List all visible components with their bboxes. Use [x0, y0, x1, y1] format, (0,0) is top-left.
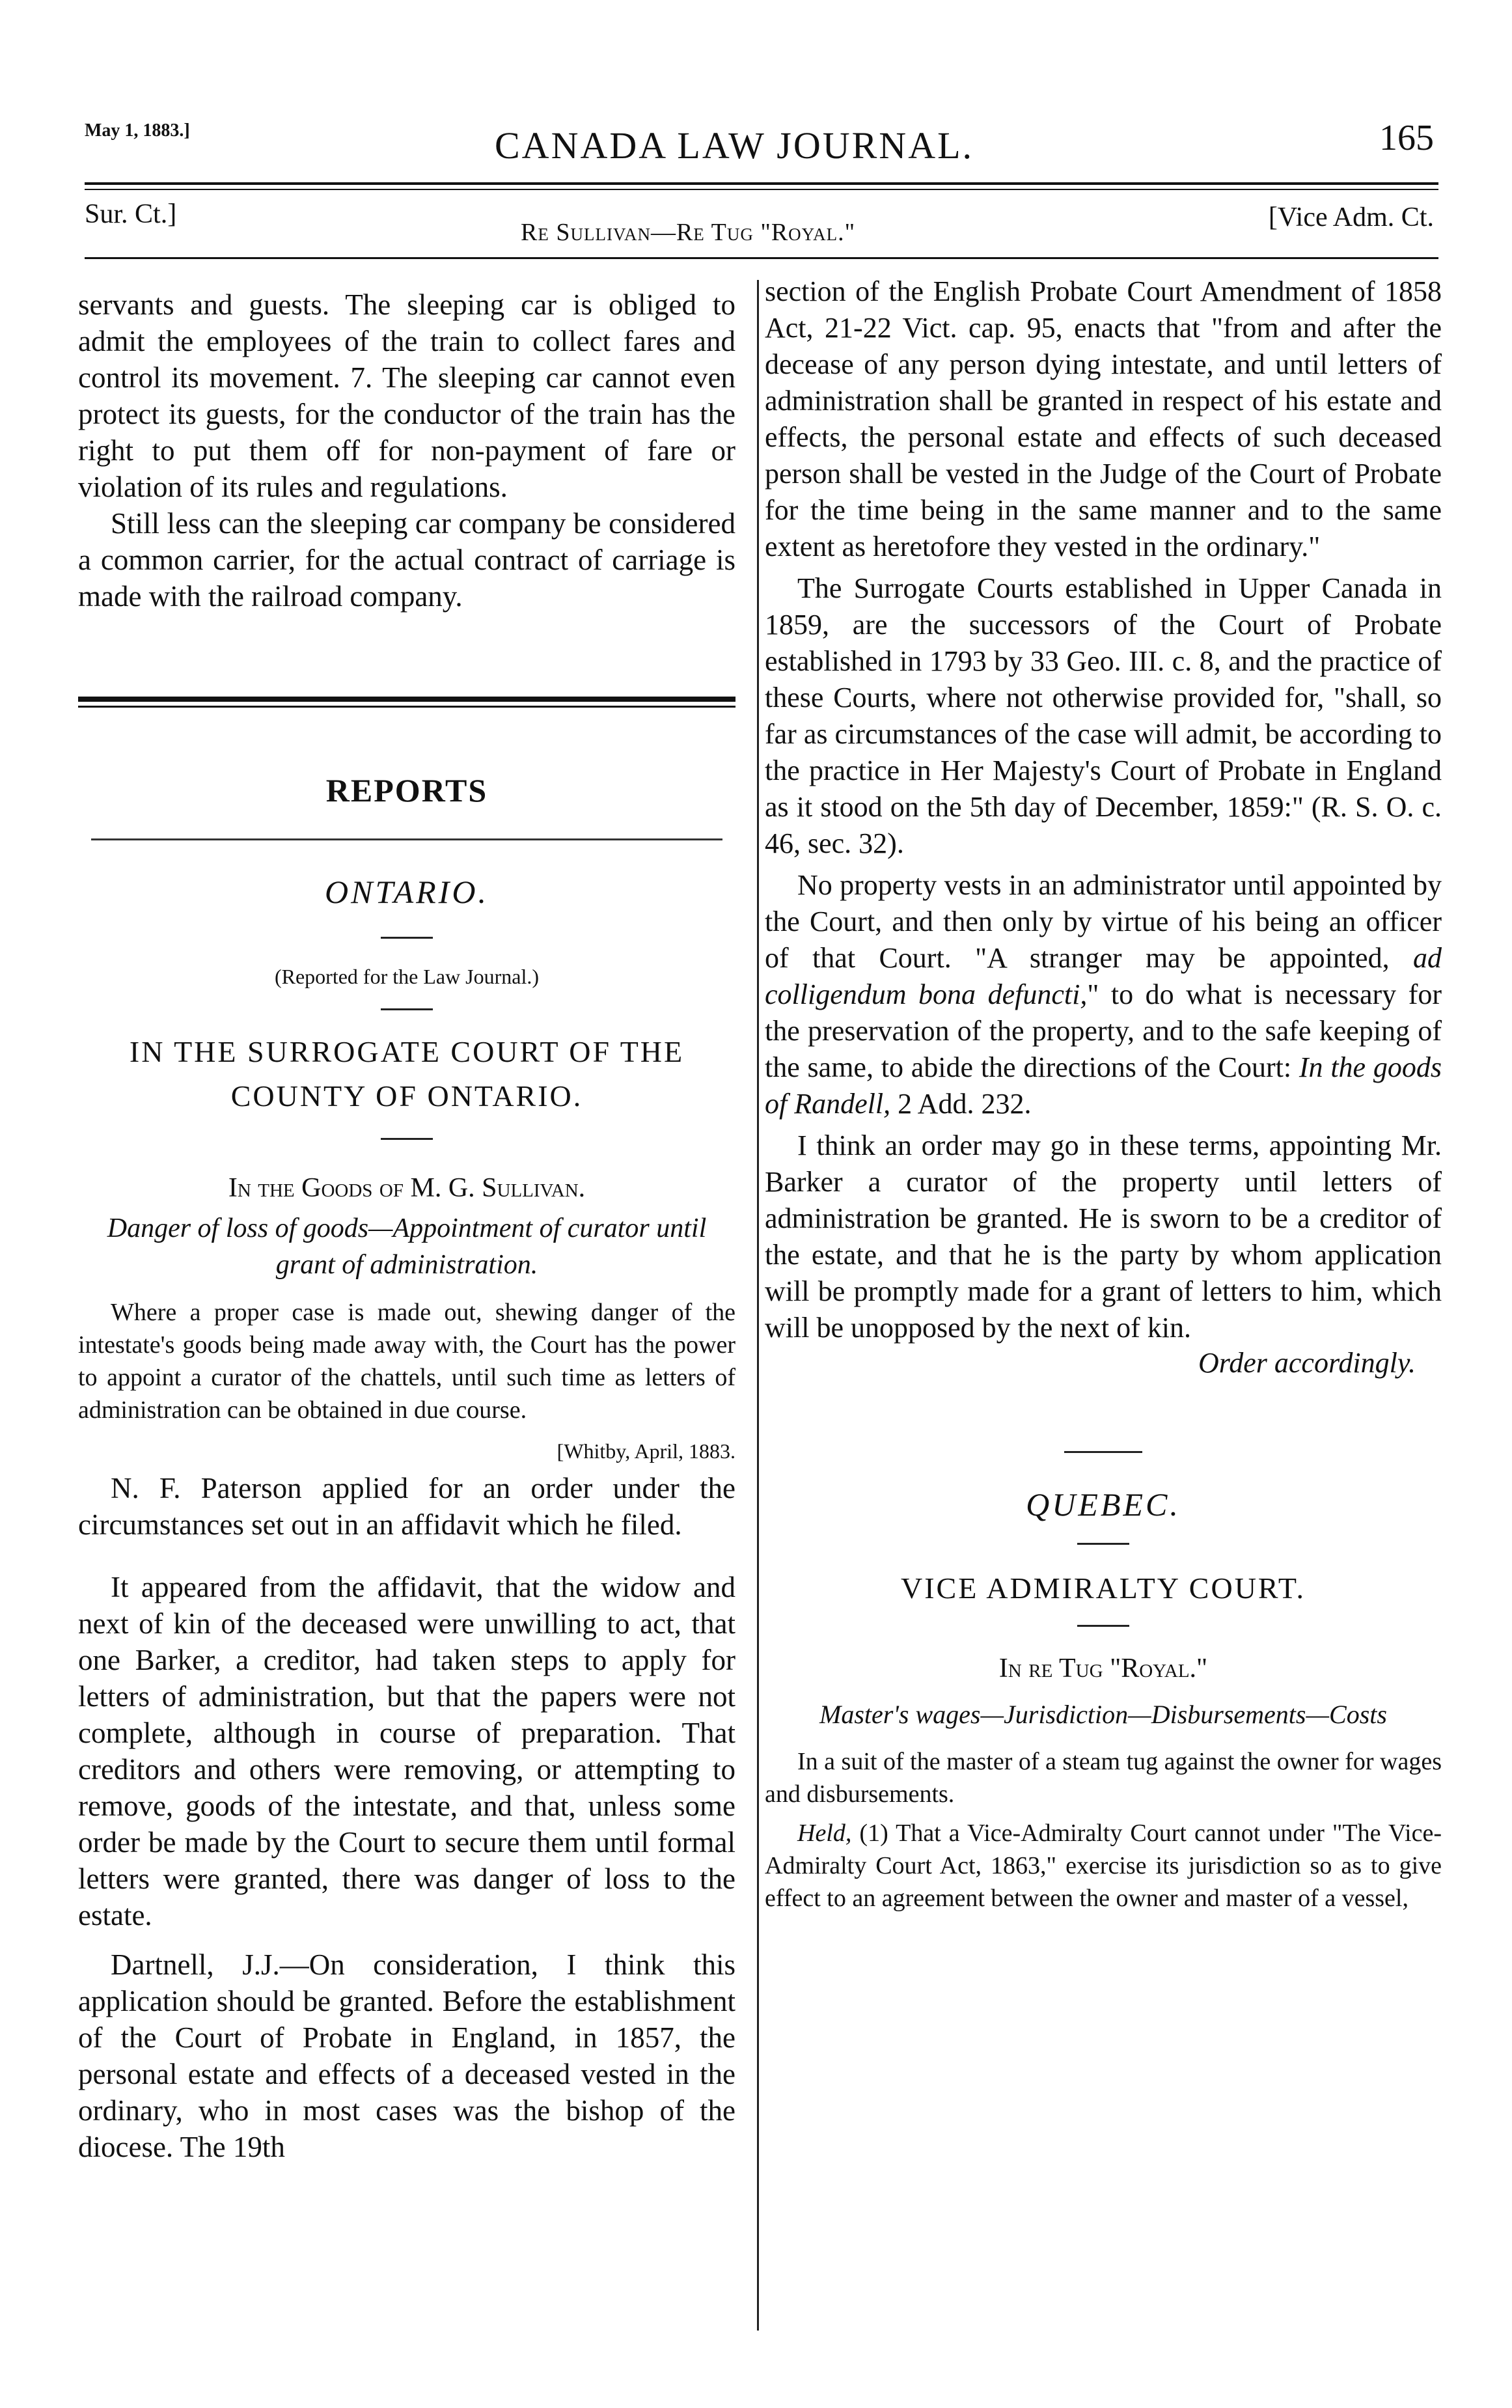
text-run: No property vests in an administrator until appointed by the Court, and then only by virtue of his being an officer of that Court. "A stranger may be appointed,	[765, 869, 1442, 974]
left-court-label: Sur. Ct.]	[85, 199, 177, 229]
place-date: [Whitby, April, 1883.	[557, 1439, 735, 1463]
issue-date: May 1, 1883.]	[85, 120, 190, 141]
right-column	[765, 273, 1442, 1915]
headnote: In a suit of the master of a steam tug against the owner for wages and disbursements.	[765, 1748, 1442, 1808]
paragraph	[765, 867, 1442, 1122]
divider	[381, 1008, 433, 1010]
paragraph: It appeared from the affidavit, that the widow and next of kin of the deceased were unwilling to act, that one Barker, a creditor, had taken steps to apply for letters of administration, but that the papers were not complete, although in course of preparation. That creditors and others were removing, or attempting to remove, goods of the intestate, and that, unless some order be made by the Court to secure them until formal letters were granted, there was danger of loss to the estate.	[78, 1571, 735, 1931]
order-line: Order accordingly.	[1198, 1347, 1416, 1379]
divider	[1064, 1451, 1142, 1453]
province-heading: ONTARIO.	[325, 874, 489, 910]
case-title: In re Tug "Royal."	[998, 1654, 1208, 1683]
court-heading: VICE ADMIRALTY COURT.	[900, 1571, 1306, 1605]
text-run: " to do what is necessary for the preservation of the property, and to the safe keeping of the same, to abide the directions of the Court:	[765, 978, 1442, 1083]
subheader-rule	[85, 257, 1438, 259]
case-title: In the Goods of M. G. Sullivan.	[228, 1173, 586, 1203]
column-divider	[757, 280, 759, 2331]
case-citation: In the goods of Randell,	[765, 1051, 1442, 1120]
left-column	[78, 286, 735, 615]
divider	[381, 937, 433, 939]
journal-title: CANADA LAW JOURNAL.	[495, 124, 974, 167]
reports-section	[78, 771, 735, 2165]
section-rule-thin	[78, 706, 735, 708]
held-label: Held,	[797, 1820, 852, 1847]
catchwords: Master's wages—Jurisdiction—Disbursements—Costs	[819, 1700, 1387, 1729]
paragraph: Dartnell, J.J.—On consideration, I think this application should be granted. Before the establishment of the Court of Probate in England, in 1857, the personal estate and effects of a deceased vested in the ordinary, who in most cases was the bishop of the diocese. The 19th	[78, 1948, 735, 2163]
header-rule-thin	[85, 189, 1438, 190]
headnote	[765, 1817, 1442, 1915]
reports-heading: REPORTS	[325, 772, 488, 809]
headnote: Where a proper case is made out, shewing danger of the intestate's goods being made away with, the Court has the power to appoint a curator of the chattels, until such time as letters of administration can be obtained in due course.	[78, 1299, 735, 1424]
court-heading: IN THE SURROGATE COURT OF THE COUNTY OF ONTARIO.	[129, 1035, 685, 1113]
text-run: (1) That a Vice-Admiralty Court cannot under "The Vice-Admiralty Court Act, 1863," exercise its jurisdiction so as to give effect to an agreement between the owner and master of a vessel,	[765, 1820, 1442, 1912]
running-title: Re Sullivan—Re Tug "Royal."	[521, 219, 856, 246]
catchwords: Danger of loss of goods—Appointment of curator until grant of administration.	[107, 1213, 707, 1280]
paragraph: N. F. Paterson applied for an order under the circumstances set out in an affidavit which he filed.	[78, 1472, 735, 1541]
paragraph: Still less can the sleeping car company be considered a common carrier, for the actual contract of carriage is made with the railroad company.	[78, 507, 735, 613]
header-rule	[85, 182, 1438, 185]
reported-for-note: (Reported for the Law Journal.)	[274, 965, 540, 988]
latin-phrase: ad colligendum bona defuncti,	[765, 942, 1442, 1010]
right-court-label: [Vice Adm. Ct.	[1268, 202, 1434, 232]
page-number: 165	[1379, 118, 1434, 158]
text-run: 2 Add. 232.	[890, 1088, 1032, 1120]
divider	[1077, 1543, 1129, 1545]
province-heading: QUEBEC.	[1026, 1486, 1181, 1523]
section-rule-heavy	[78, 697, 735, 702]
paragraph: servants and guests. The sleeping car is obliged to admit the employees of the train to collect fares and control its movement. 7. The sleeping car cannot even protect its guests, for the conductor of the train has the right to put them off for non-payment of fare or violation of its rules and regulations.	[78, 288, 735, 503]
divider	[1077, 1625, 1129, 1627]
divider	[91, 838, 722, 840]
paragraph: I think an order may go in these terms, appointing Mr. Barker a curator of the property until letters of administration be granted. He is sworn to be a creditor of the estate, and that he is the party by whom application will be promptly made for a grant of letters to him, which will be unopposed by the next of kin.	[765, 1129, 1442, 1344]
paragraph: section of the English Probate Court Amendment of 1858 Act, 21-22 Vict. cap. 95, enacts that "from and after the decease of any person dying intestate, and until letters of administration shall be granted in respect of his estate and effects, the personal estate and effects of such deceased person shall be vested in the Judge of the Court of Probate for the time being in the same manner and to the same extent as heretofore they vested in the ordinary."	[765, 275, 1442, 562]
divider	[381, 1138, 433, 1140]
paragraph: The Surrogate Courts established in Upper Canada in 1859, are the successors of the Court of Probate established in 1793 by 33 Geo. III. c. 8, and the practice of these Courts, where not otherwise provided for, "shall, so far as circumstances of the case will admit, be according to the practice in Her Majesty's Court of Probate in England as it stood on the 5th day of December, 1859:" (R. S. O. c. 46, sec. 32).	[765, 572, 1442, 859]
